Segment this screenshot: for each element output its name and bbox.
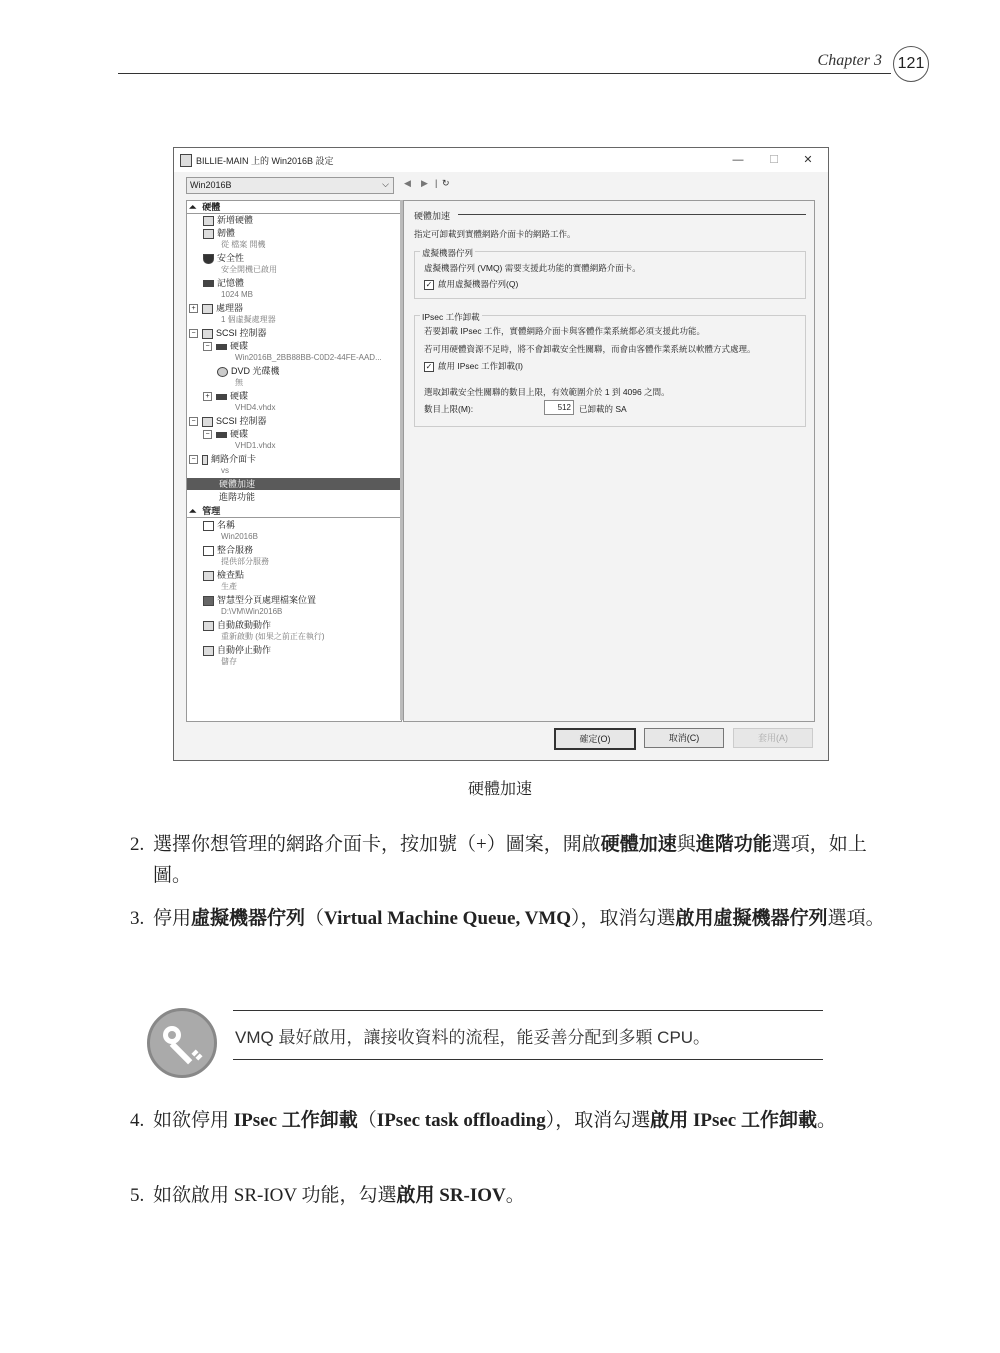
ipsec-desc-1: 若要卸載 IPsec 工作，實體網路介面卡與客體作業系統都必須支援此功能。: [424, 326, 705, 336]
controller-icon: [202, 329, 213, 339]
tree-sub-hard-drive-3: VHD1.vhdx: [235, 441, 276, 450]
tree-section-management[interactable]: ⏶ 管理: [187, 505, 401, 518]
vm-select-value: Win2016B: [190, 180, 232, 190]
chevron-down-icon: ⌵: [382, 179, 389, 189]
tree-item-auto-stop[interactable]: 自動停止動作: [187, 644, 402, 656]
tree-sub-network-adapter: vs: [221, 466, 229, 475]
close-button[interactable]: ✕: [803, 154, 813, 166]
key-icon: [147, 1008, 217, 1078]
detail-heading: 硬體加速: [414, 211, 451, 221]
chapter-label: Chapter 3: [817, 52, 882, 69]
collapse-icon[interactable]: −: [189, 329, 198, 338]
collapse-icon[interactable]: −: [189, 455, 198, 464]
apply-button[interactable]: 套用(A): [733, 728, 813, 748]
tree-item-hard-drive-3[interactable]: − 硬碟: [187, 428, 402, 440]
tree-item-firmware[interactable]: 韌體: [187, 227, 402, 239]
settings-icon: [180, 154, 192, 167]
shield-icon: [203, 254, 214, 264]
hard-drive-icon: [216, 344, 227, 350]
divider: |: [435, 178, 438, 188]
figure-caption: 硬體加速: [467, 781, 532, 798]
name-icon: [203, 521, 214, 531]
tree-sub-security: 安全開機已啟用: [221, 265, 277, 274]
tree-sub-memory: 1024 MB: [221, 290, 254, 299]
tree-item-auto-start[interactable]: 自動啟動動作: [187, 619, 402, 631]
expand-icon[interactable]: +: [189, 304, 198, 313]
vmq-checkbox[interactable]: ✓ 啟用虛擬機器佇列(Q): [425, 279, 519, 289]
minimize-button[interactable]: —: [732, 154, 744, 166]
tip-rule-bottom: [233, 1059, 823, 1060]
hard-drive-icon: [216, 432, 227, 438]
memory-icon: [203, 280, 214, 287]
step-2: 2. 選擇你想管理的網路介面卡，按加號（+）圖案，開啟硬體加速與進階功能選項，如上圖。: [130, 834, 867, 886]
tree-item-hardware-acceleration[interactable]: 硬體加速: [187, 478, 402, 490]
checkbox-checked-icon[interactable]: ✓: [425, 361, 433, 371]
sa-desc: 選取卸載安全性關聯的數目上限，有效範圍介於 1 到 4096 之間。: [424, 387, 670, 397]
tree-item-add-hardware[interactable]: 新增硬體: [187, 214, 402, 226]
checkpoint-icon: [203, 571, 214, 581]
ipsec-group-title: IPsec 工作卸載: [422, 312, 480, 322]
auto-start-icon: [203, 621, 214, 631]
tree-item-advanced-features[interactable]: 進階功能: [219, 492, 256, 502]
collapse-icon: ⏶: [189, 506, 197, 516]
tree-sub-paging-file: D:\VM\Win2016B: [221, 607, 283, 616]
expand-icon[interactable]: +: [203, 392, 212, 401]
back-icon[interactable]: ◀: [404, 178, 411, 188]
settings-tree: [186, 200, 402, 722]
ipsec-desc-2: 若可用硬體資源不足時，將不會卸載安全性關聯，而會由客體作業系統以軟體方式處理。: [424, 344, 756, 354]
tree-sub-integration-services: 提供部分服務: [221, 557, 269, 566]
page-number: 121: [893, 46, 929, 82]
auto-stop-icon: [203, 646, 214, 656]
tree-sub-hard-drive-1: Win2016B_2BB88BB-C0D2-44FE-AAD...: [235, 353, 382, 362]
tree-item-integration-services[interactable]: 整合服務: [187, 544, 402, 556]
sa-max-input[interactable]: 512: [544, 400, 574, 415]
maximize-button[interactable]: ☐: [769, 154, 779, 166]
forward-icon[interactable]: ▶: [421, 178, 428, 188]
header-rule: [118, 73, 891, 74]
dvd-icon: [217, 367, 228, 377]
collapse-icon[interactable]: −: [189, 417, 198, 426]
settings-window: [173, 147, 829, 761]
detail-pane: [403, 200, 815, 722]
tree-item-network-adapter[interactable]: − 網路介面卡: [187, 453, 402, 465]
vmq-desc: 虛擬機器佇列 (VMQ) 需要支援此功能的實體網路介面卡。: [424, 263, 641, 273]
tree-item-hard-drive-1[interactable]: − 硬碟: [187, 340, 402, 352]
tree-item-memory[interactable]: 記憶體: [187, 277, 402, 289]
tree-item-scsi-2[interactable]: − SCSI 控制器: [187, 415, 402, 427]
tree-sub-firmware: 從 檔案 開機: [221, 240, 266, 249]
tree-item-paging-file[interactable]: 智慧型分頁處理檔案位置: [187, 594, 402, 606]
sa-unit: 已卸載的 SA: [579, 404, 627, 414]
tree-item-processor[interactable]: + 處理器: [187, 302, 402, 314]
network-adapter-icon: [202, 455, 208, 465]
paging-icon: [203, 596, 214, 606]
checkbox-checked-icon[interactable]: ✓: [425, 279, 433, 289]
tree-item-scsi-1[interactable]: − SCSI 控制器: [187, 327, 402, 339]
vmq-group-title: 虛擬機器佇列: [422, 248, 474, 258]
controller-icon: [202, 417, 213, 427]
tree-sub-hard-drive-2: VHD4.vhdx: [235, 403, 276, 412]
window-titlebar: [174, 148, 828, 172]
vm-select[interactable]: [186, 177, 394, 194]
collapse-icon[interactable]: −: [203, 430, 212, 439]
refresh-icon[interactable]: ↻: [442, 178, 450, 188]
tree-sub-auto-stop: 儲存: [221, 657, 237, 666]
step-4: 4. 如欲停用 IPsec 工作卸載（IPsec task offloading），取消勾選啟用 IPsec 工作卸載。: [130, 1110, 836, 1131]
tree-item-hard-drive-2[interactable]: + 硬碟: [187, 390, 402, 402]
integration-icon: [203, 546, 214, 556]
add-hardware-icon: [203, 216, 214, 226]
collapse-icon: ⏶: [189, 202, 197, 212]
detail-intro: 指定可卸載到實體網路介面卡的網路工作。: [414, 229, 576, 239]
sa-label: 數目上限(M):: [424, 404, 474, 414]
tree-sub-auto-start: 重新啟動 (如果之前正在執行): [221, 632, 325, 641]
tree-sub-checkpoints: 生產: [221, 582, 237, 591]
ipsec-checkbox[interactable]: ✓ 啟用 IPsec 工作卸載(I): [425, 361, 524, 371]
collapse-icon[interactable]: −: [203, 342, 212, 351]
hard-drive-icon: [216, 394, 227, 400]
tree-sub-dvd: 無: [235, 378, 243, 387]
cancel-button[interactable]: 取消(C): [644, 728, 724, 748]
tree-sub-name: Win2016B: [221, 532, 258, 541]
firmware-icon: [203, 229, 214, 239]
tree-sub-processor: 1 個虛擬處理器: [221, 315, 276, 324]
step-5: 5. 如欲啟用 SR-IOV 功能，勾選啟用 SR-IOV。: [130, 1185, 525, 1206]
tree-section-hardware[interactable]: ⏶ 硬體: [187, 201, 401, 214]
tree-item-checkpoints[interactable]: 檢查點: [187, 569, 402, 581]
ok-button[interactable]: 確定(O): [554, 728, 636, 750]
heading-rule: [458, 214, 806, 215]
window-title: BILLIE-MAIN 上的 Win2016B 設定: [196, 156, 334, 166]
processor-icon: [202, 304, 213, 314]
tree-item-security[interactable]: 安全性: [187, 252, 402, 264]
tree-item-dvd[interactable]: DVD 光碟機: [187, 365, 402, 377]
tip-rule-top: [233, 1010, 823, 1011]
step-3: 3. 停用虛擬機器佇列（Virtual Machine Queue, VMQ），取消勾選啟用虛擬機器佇列選項。: [130, 908, 885, 929]
tip-text: VMQ 最好啟用，讓接收資料的流程，能妥善分配到多顆 CPU。: [235, 1028, 711, 1047]
tree-item-name[interactable]: 名稱: [187, 519, 402, 531]
